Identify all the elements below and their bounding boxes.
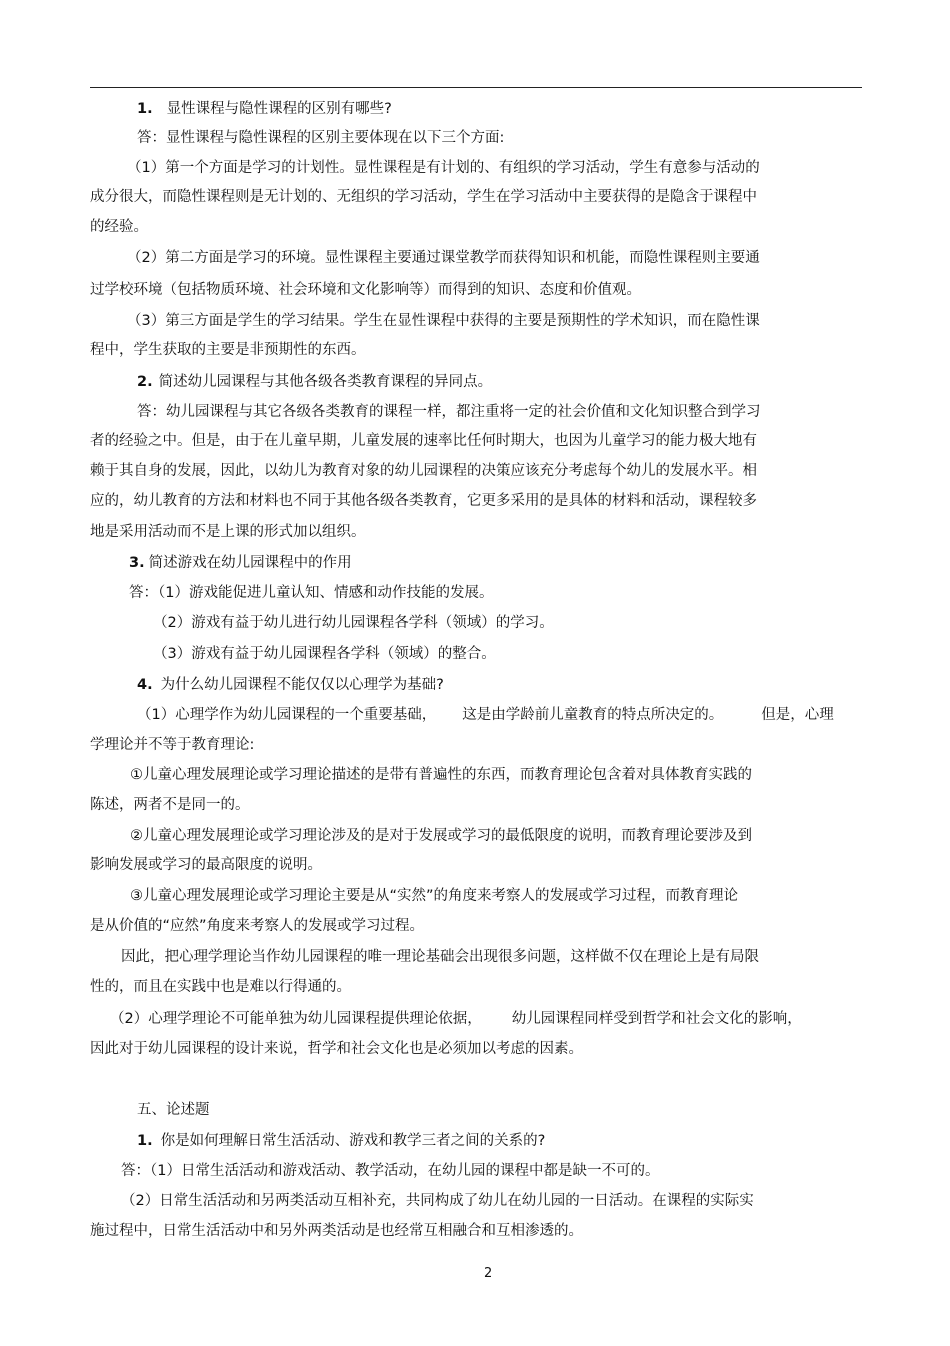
- q4-circle3-line1: ③儿童心理发展理论或学习理论主要是从“实然”的角度来考察人的发展或学习过程，而教育理论: [130, 888, 739, 904]
- q1-point2-line2: 过学校环境（包括物质环境、社会环境和文化影响等）而得到的知识、态度和价值观。: [90, 282, 641, 298]
- q2-answer-line3: 赖于其自身的发展，因此，以幼儿为教育对象的幼儿园课程的决策应该充分考虑每个幼儿的发展水平。相: [90, 463, 757, 479]
- q4-circle3-line2: 是从价值的“应然”角度来考察人的发展或学习过程。: [90, 918, 425, 934]
- q4-title-text: 为什么幼儿园课程不能仅仅以心理学为基础?: [160, 677, 444, 693]
- q4-title: [137, 675, 444, 695]
- q1-point1-line2: 成分很大，而隐性课程则是无计划的、无组织的学习活动，学生在学习活动中主要获得的是隐含于课程中: [90, 189, 757, 205]
- section5-q1-title: [137, 1131, 545, 1151]
- q4-point1-part-c: 但是，心理: [761, 707, 834, 723]
- section5-answer2-line2: 施过程中，日常生活活动中和另外两类活动是也经常互相融合和互相渗透的。: [90, 1223, 583, 1239]
- q2-title-text: 简述幼儿园课程与其他各级各类教育课程的异同点。: [158, 374, 493, 390]
- q4-number: 4.: [137, 677, 153, 693]
- q2-answer-line2: 者的经验之中。但是，由于在儿童早期，儿童发展的速率比任何时期大，也因为儿童学习的能力极大地有: [90, 433, 757, 449]
- q4-point1-line1: [137, 705, 834, 725]
- section5-answer2-line1: （2）日常生活活动和另两类活动互相补充，共同构成了幼儿在幼儿园的一日活动。在课程的实际实: [121, 1193, 754, 1209]
- q2-answer-line1: 答：幼儿园课程与其它各级各类教育的课程一样，都注重将一定的社会价值和文化知识整合到学习: [137, 404, 761, 420]
- q4-point2-line2: 因此对于幼儿园课程的设计来说，哲学和社会文化也是必须加以考虑的因素。: [90, 1041, 583, 1057]
- q4-point2-part-b: 幼儿园课程同样受到哲学和社会文化的影响，: [511, 1011, 802, 1027]
- section5-q1-text: 你是如何理解日常生活活动、游戏和教学三者之间的关系的?: [160, 1133, 546, 1149]
- q4-point1-line2: 学理论并不等于教育理论:: [90, 737, 255, 753]
- q4-circle1-line2: 陈述，两者不是同一的。: [90, 797, 250, 813]
- q4-circle2-line2: 影响发展或学习的最高限度的说明。: [90, 857, 322, 873]
- q2-answer-line5: 地是采用活动而不是上课的形式加以组织。: [90, 524, 366, 540]
- q1-point1-line1: （1）第一个方面是学习的计划性。显性课程是有计划的、有组织的学习活动，学生有意参与活动的: [127, 160, 760, 176]
- q4-circle2-line1: ②儿童心理发展理论或学习理论涉及的是对于发展或学习的最低限度的说明，而教育理论要涉及到: [130, 828, 752, 844]
- header-rule: [90, 87, 862, 88]
- q1-point3-line2: 程中，学生获取的主要是非预期性的东西。: [90, 342, 366, 358]
- q2-number: 2.: [137, 374, 153, 390]
- q1-title: [137, 99, 392, 119]
- q1-point1-line3: 的经验。: [90, 219, 148, 235]
- section5-answer1: 答：（1）日常生活活动和游戏活动、教学活动，在幼儿园的课程中都是缺一不可的。: [121, 1163, 660, 1179]
- q4-conclusion-line1: 因此，把心理学理论当作幼儿园课程的唯一理论基础会出现很多问题，这样做不仅在理论上是有局限: [121, 949, 759, 965]
- q3-title-text: 简述游戏在幼儿园课程中的作用: [148, 555, 352, 571]
- q4-point2-part-a: （2）心理学理论不可能单独为幼儿园课程提供理论依据，: [110, 1011, 482, 1027]
- page-number: 2: [484, 1266, 493, 1281]
- q3-answer1: 答：（1）游戏能促进儿童认知、情感和动作技能的发展。: [129, 585, 494, 601]
- q3-number: 3.: [129, 555, 145, 571]
- section5-heading: 五、论述题: [137, 1102, 210, 1118]
- q1-answer-intro: 答：显性课程与隐性课程的区别主要体现在以下三个方面:: [137, 130, 505, 146]
- q1-point3-line1: （3）第三方面是学生的学习结果。学生在显性课程中获得的主要是预期性的学术知识，而在隐性课: [127, 313, 760, 329]
- q4-point1-part-b: 这是由学龄前儿童教育的特点所决定的。: [462, 707, 724, 723]
- q1-point2-line1: （2）第二方面是学习的环境。显性课程主要通过课堂教学而获得知识和机能，而隐性课程则主要通: [127, 250, 760, 266]
- q2-answer-line4: 应的，幼儿教育的方法和材料也不同于其他各级各类教育，它更多采用的是具体的材料和活动，课程较多: [90, 493, 757, 509]
- q4-point2-line1: [110, 1009, 802, 1029]
- q3-answer2: （2）游戏有益于幼儿进行幼儿园课程各学科（领域）的学习。: [153, 615, 554, 631]
- q3-title: [129, 553, 352, 573]
- section5-q1-number: 1.: [137, 1133, 153, 1149]
- q1-title-text: 显性课程与隐性课程的区别有哪些?: [166, 101, 392, 117]
- q4-conclusion-line2: 性的，而且在实践中也是难以行得通的。: [90, 979, 351, 995]
- q4-point1-part-a: （1）心理学作为幼儿园课程的一个重要基础，: [137, 707, 437, 723]
- q4-circle1-line1: ①儿童心理发展理论或学习理论描述的是带有普遍性的东西，而教育理论包含着对具体教育实践的: [130, 767, 752, 783]
- q2-title: [137, 372, 492, 392]
- q3-answer3: （3）游戏有益于幼儿园课程各学科（领域）的整合。: [153, 646, 496, 662]
- q1-number: 1.: [137, 101, 153, 117]
